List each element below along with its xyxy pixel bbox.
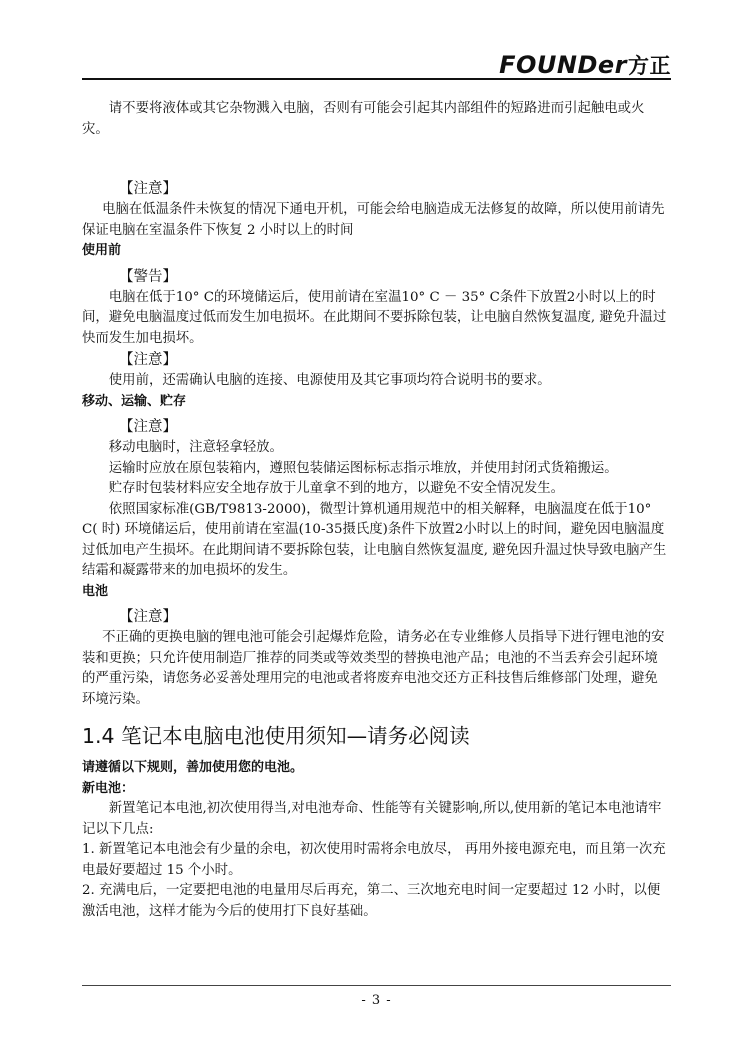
follow-rules-line: 请遵循以下规则，善加使用您的电池。 <box>82 760 304 775</box>
battery-heading: 电池 <box>82 583 109 599</box>
notice-heading: 【注意】 <box>119 181 177 197</box>
ship-paragraph: 运输时应放在原包装箱内，遵照包装储运图标标志指示堆放，并使用封闭式货箱搬运。 <box>108 460 618 476</box>
logo-chinese-text: 方正 <box>628 54 671 78</box>
footer-rule <box>82 985 671 986</box>
founder-logo <box>499 50 671 80</box>
notice-heading: 【注意】 <box>119 352 177 368</box>
national-standard-paragraph: 依照国家标准(GB/T9813-2000)，微型计算机通用规范中的相关解释，电脑温度在低于10° C( 时) 环境储运后，使用前请在室温(10-35摄氏度)条件下放置2小时以上的时间，避免因电脑温度过低加电产生损坏。在此期间请不要拆除包装，让电脑自然恢复温度, 避免因升温过快导致电脑产生结霜和凝露带来的加电损坏的发生。 <box>82 501 667 578</box>
battery-replacement-paragraph: 不正确的更换电脑的锂电池可能会引起爆炸危险，请务必在专业维修人员指导下进行锂电池的安装和更换；只允许使用制造厂推荐的同类或等效类型的替换电池产品；电池的不当丢弃会引起环境的严重污染，请您务必妥善处理用完的电池或者将废弃电池交还方正科技售后维修部门处理，避免环境污染。 <box>82 630 665 707</box>
notice-heading: 【注意】 <box>119 609 177 625</box>
list-item: 2. 充满电后，一定要把电池的电量用尽后再充，第二、三次地充电时间一定要超过 12 小时，以便激活电池，这样才能为今后的使用打下良好基础。 <box>82 883 661 919</box>
move-paragraph: 移动电脑时，注意轻拿轻放。 <box>108 440 283 455</box>
notice-heading: 【注意】 <box>119 419 177 435</box>
storage-temperature-paragraph: 电脑在低于10° C的环境储运后，使用前请在室温10° C － 35° C条件下放置2小时以上的时间，避免电脑温度过低而发生加电损坏。在此期间不要拆除包装，让电脑自然恢复温度, 避免升温过快而发生加电损坏。 <box>82 289 667 346</box>
page-number: - 3 - <box>361 993 392 1008</box>
liquid-warning-paragraph: 请不要将液体或其它杂物溅入电脑，否则有可能会引起其内部组件的短路进而引起触电或火灾。 <box>82 101 645 137</box>
before-use-heading: 使用前 <box>82 243 122 258</box>
page-body <box>82 99 671 922</box>
list-item: 1. 新置笔记本电池会有少量的余电，初次使用时需将余电放尽， 再用外接电源充电，而且第一次充电最好要超过 15 个小时。 <box>82 842 666 878</box>
warning-heading: 【警告】 <box>119 268 177 285</box>
header-rule <box>82 78 671 80</box>
confirm-connection-paragraph: 使用前，还需确认电脑的连接、电源使用及其它事项均符合说明书的要求。 <box>108 373 551 388</box>
keep-paragraph: 贮存时包装材料应安全地存放于儿童拿不到的地方，以避免不安全情况发生。 <box>108 481 565 496</box>
new-battery-intro: 新置笔记本电池,初次使用得当,对电池寿命、性能等有关键影响,所以,使用新的笔记本电池请牢记以下几点: <box>82 801 662 837</box>
new-battery-heading: 新电池： <box>82 780 135 796</box>
low-temperature-paragraph: 电脑在低温条件未恢复的情况下通电开机，可能会给电脑造成无法修复的故障，所以使用前请先保证电脑在室温条件下恢复 2 小时以上的时间 <box>82 202 665 238</box>
section-title: 1.4 笔记本电脑电池使用须知—请务必阅读 <box>82 724 470 748</box>
logo-latin-text: FOUNDer <box>499 51 627 79</box>
transport-heading: 移动、运输、贮存 <box>82 393 187 409</box>
